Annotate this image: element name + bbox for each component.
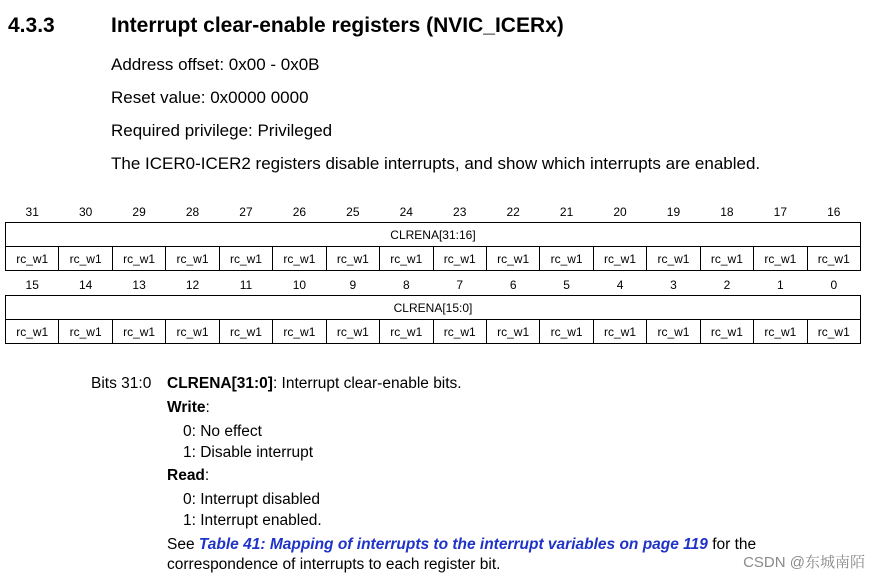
see-reference [167, 536, 756, 554]
bit-range: Bits 31:0 [91, 375, 152, 392]
see-reference-line2: correspondence of interrupts to each register bit. [167, 556, 501, 573]
access-cell: rc_w1 [380, 320, 433, 344]
read-value: 1: Interrupt enabled. [183, 512, 322, 529]
bit-number: 17 [773, 205, 788, 219]
access-cell: rc_w1 [380, 247, 433, 271]
access-cell: rc_w1 [486, 320, 539, 344]
bit-number: 6 [509, 278, 517, 292]
field-row [6, 296, 861, 320]
bit-number: 5 [563, 278, 570, 292]
access-cell: rc_w1 [433, 320, 486, 344]
access-cell: rc_w1 [647, 320, 700, 344]
read-label: Read [167, 467, 205, 484]
bit-number: 26 [292, 205, 307, 219]
field-name-cell: CLRENA[15:0] [6, 296, 861, 320]
access-cell: rc_w1 [326, 320, 379, 344]
access-cell: rc_w1 [59, 247, 112, 271]
access-cell: rc_w1 [540, 247, 593, 271]
access-cell: rc_w1 [807, 247, 860, 271]
write-value: 1: Disable interrupt [183, 444, 314, 461]
see-suffix: for the [707, 536, 757, 553]
field-desc-text: : Interrupt clear-enable bits. [272, 375, 462, 392]
access-cell: rc_w1 [326, 247, 379, 271]
access-cell: rc_w1 [6, 247, 59, 271]
bit-number: 9 [349, 278, 357, 292]
bit-number: 8 [402, 278, 410, 292]
access-row [6, 247, 861, 271]
bit-number: 19 [666, 205, 681, 219]
write-heading: Write: [167, 399, 210, 416]
read-value: 0: Interrupt disabled [183, 491, 321, 508]
bit-number: 24 [399, 205, 413, 219]
bit-number: 3 [670, 278, 677, 292]
access-cell: rc_w1 [754, 320, 807, 344]
register-map-upper [5, 202, 861, 271]
access-cell: rc_w1 [273, 320, 326, 344]
register-summary: The ICER0-ICER2 registers disable interrupts, and show which interrupts are enabled. [111, 154, 761, 173]
bit-number: 21 [559, 205, 574, 219]
access-cell: rc_w1 [807, 320, 860, 344]
table-reference-link[interactable]: Table 41: Mapping of interrupts to the interrupt variables on page 119 [198, 536, 708, 553]
access-cell: rc_w1 [166, 247, 219, 271]
bit-number: 2 [723, 278, 731, 292]
bit-number: 1 [777, 278, 784, 292]
bit-number: 25 [346, 205, 360, 219]
watermark: CSDN @东城南陌 [743, 554, 865, 571]
bit-number: 20 [613, 205, 627, 219]
bit-number-row [6, 202, 861, 223]
access-cell: rc_w1 [486, 247, 539, 271]
see-prefix: See [167, 536, 199, 553]
bit-number-row [6, 275, 861, 296]
section-number: 4.3.3 [8, 14, 55, 37]
field-row [6, 223, 861, 247]
address-offset: Address offset: 0x00 - 0x0B [111, 55, 320, 74]
bit-number: 4 [616, 278, 624, 292]
bit-number: 30 [78, 205, 93, 219]
bit-number: 16 [827, 205, 841, 219]
bit-number: 27 [239, 205, 253, 219]
access-cell: rc_w1 [647, 247, 700, 271]
bit-number: 28 [185, 205, 200, 219]
write-value: 0: No effect [183, 423, 262, 440]
bit-number: 29 [132, 205, 146, 219]
required-privilege: Required privilege: Privileged [111, 121, 333, 140]
bit-number: 0 [830, 278, 838, 292]
access-cell: rc_w1 [112, 320, 165, 344]
access-cell: rc_w1 [433, 247, 486, 271]
access-cell: rc_w1 [59, 320, 112, 344]
access-cell: rc_w1 [6, 320, 59, 344]
access-cell: rc_w1 [112, 247, 165, 271]
bit-number: 18 [720, 205, 734, 219]
access-cell: rc_w1 [273, 247, 326, 271]
access-cell: rc_w1 [700, 247, 753, 271]
bit-number: 10 [292, 278, 307, 292]
section-title: Interrupt clear-enable registers (NVIC_ICERx) [111, 14, 564, 37]
bit-number: 14 [78, 278, 93, 292]
access-row [6, 320, 861, 344]
access-cell: rc_w1 [219, 320, 272, 344]
register-map-lower [5, 275, 861, 344]
bit-number: 15 [25, 278, 39, 292]
access-cell: rc_w1 [166, 320, 219, 344]
bit-number: 13 [132, 278, 146, 292]
bit-number: 31 [25, 205, 39, 219]
read-heading: Read: [167, 467, 210, 484]
bit-number: 12 [185, 278, 200, 292]
access-cell: rc_w1 [700, 320, 753, 344]
reset-value: Reset value: 0x0000 0000 [111, 88, 309, 107]
field-description [167, 375, 462, 393]
access-cell: rc_w1 [593, 247, 646, 271]
access-cell: rc_w1 [219, 247, 272, 271]
access-cell: rc_w1 [754, 247, 807, 271]
access-cell: rc_w1 [593, 320, 646, 344]
field-name: CLRENA[31:0] [167, 375, 273, 392]
access-cell: rc_w1 [540, 320, 593, 344]
bit-number: 22 [506, 205, 520, 219]
write-label: Write [167, 399, 206, 416]
bit-number: 23 [453, 205, 467, 219]
bit-number: 7 [456, 278, 464, 292]
field-name-cell: CLRENA[31:16] [6, 223, 861, 247]
bit-number: 11 [239, 278, 253, 292]
